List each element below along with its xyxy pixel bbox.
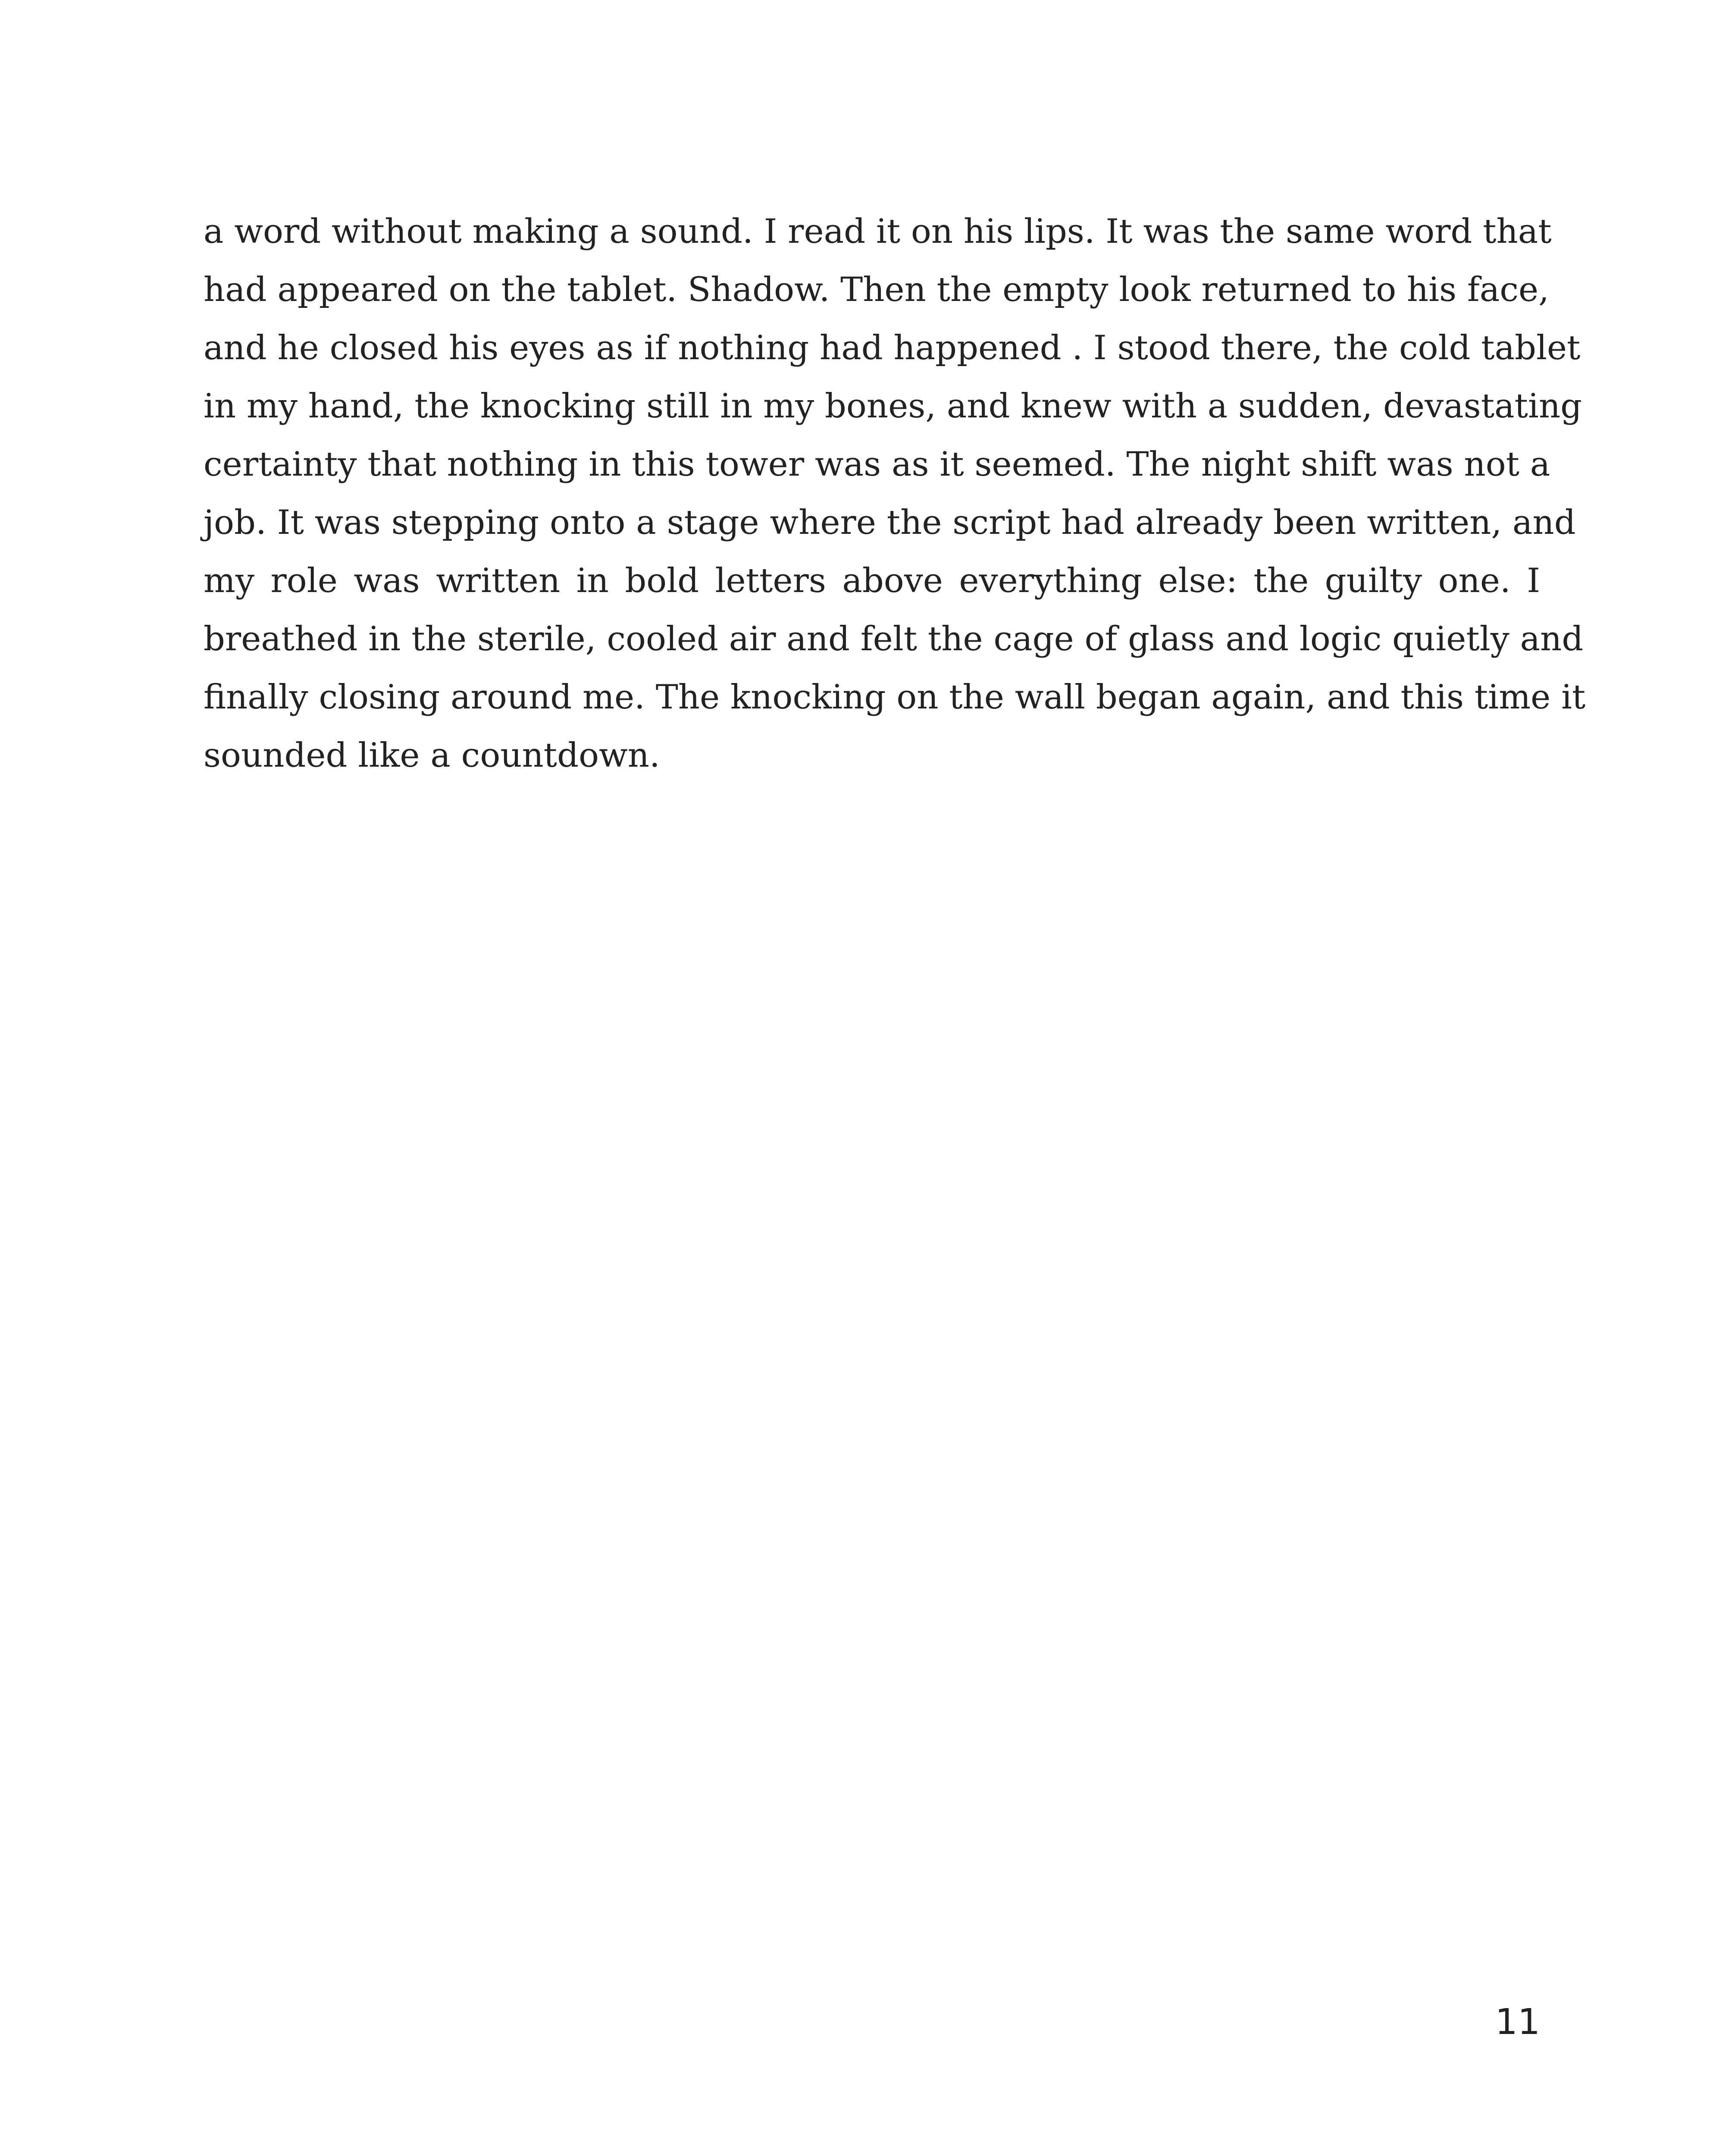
paragraph-line: in my hand, the knocking still in my bones, and knew with a sudden, devastating [204, 387, 1582, 426]
body-paragraph [204, 203, 1586, 785]
paragraph-line-last: sounded like a countdown. [204, 736, 660, 775]
page-number: 11 [1495, 2002, 1540, 2043]
paragraph-line: and he closed his eyes as if nothing had happened . I stood there, the cold tablet [204, 329, 1581, 367]
paragraph-line: finally closing around me. The knocking on the wall began again, and this time it [204, 678, 1586, 717]
paragraph-line: my role was written in bold letters above everything else: the guilty one. I [204, 561, 1540, 600]
paragraph-line: a word without making a sound. I read it on his lips. It was the same word that [204, 212, 1552, 251]
paragraph-line: had appeared on the tablet. Shadow. Then the empty look returned to his face, [204, 270, 1549, 309]
paragraph-line: job. It was stepping onto a stage where the script had already been written, and [204, 503, 1576, 542]
paragraph-line: certainty that nothing in this tower was as it seemed. The night shift was not a [204, 445, 1550, 484]
paragraph-line: breathed in the sterile, cooled air and felt the cage of glass and logic quietly and [204, 620, 1584, 658]
